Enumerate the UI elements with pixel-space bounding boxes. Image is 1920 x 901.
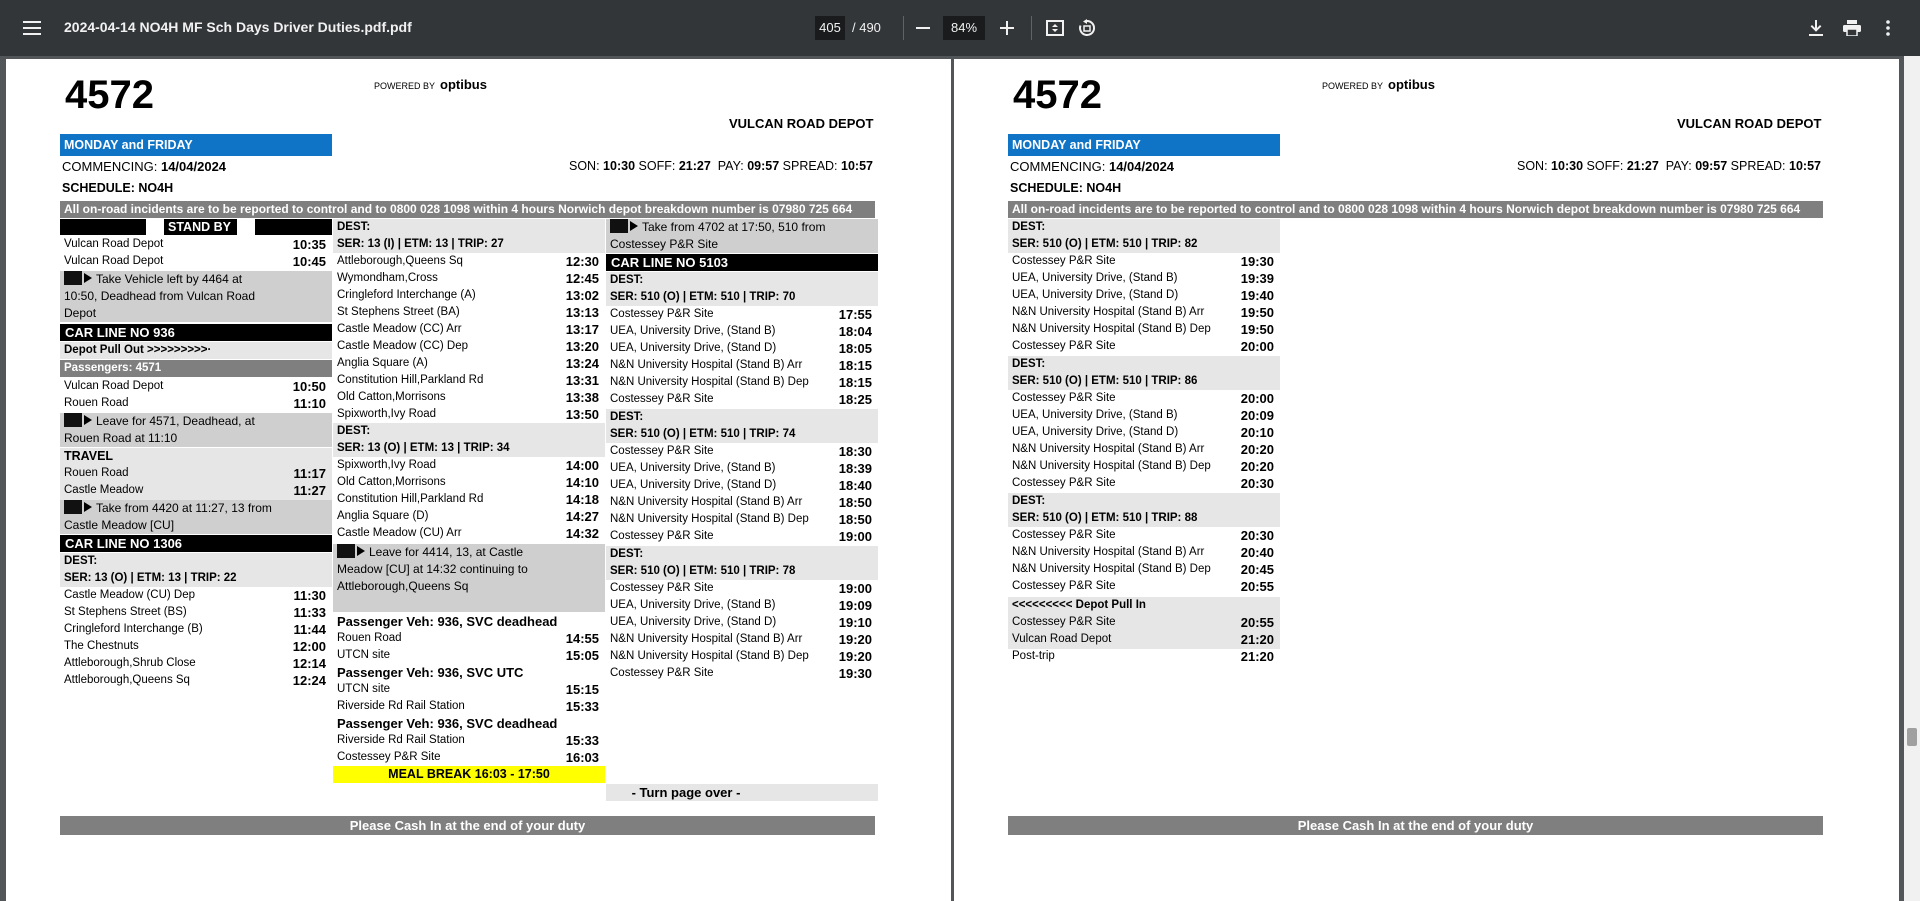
stop-time: 20:45 — [1240, 562, 1274, 577]
stop-time: 19:39 — [1240, 271, 1274, 286]
service-info: SER: 13 (O) | ETM: 13 | TRIP: 34 — [337, 442, 510, 454]
stop-name: Castle Meadow (CC) Dep — [337, 340, 469, 352]
stop-name: The Chestnuts — [64, 640, 139, 652]
stop-name: Costessey P&R Site — [610, 445, 714, 457]
stop-name: Old Catton,Morrisons — [337, 476, 446, 488]
stop-name: Costessey P&R Site — [610, 308, 714, 320]
stop-name: Costessey P&R Site — [610, 530, 714, 542]
powered-by-label: POWERED BY — [1322, 81, 1384, 91]
stop-time: 20:10 — [1240, 425, 1274, 440]
days-bar: MONDAY and FRIDAY — [1008, 134, 1280, 156]
list-item — [1008, 390, 1280, 407]
service-info: SER: 13 (O) | ETM: 13 | TRIP: 22 — [64, 572, 237, 584]
stop-time: 19:10 — [838, 615, 872, 630]
list-item — [333, 372, 605, 389]
list-item — [606, 374, 878, 391]
optibus-logo: optibus — [440, 77, 487, 92]
stop-time: 13:02 — [565, 288, 599, 303]
dest-label: DEST: — [64, 555, 98, 567]
service-info: SER: 510 (O) | ETM: 510 | TRIP: 88 — [1012, 512, 1198, 524]
stop-name: N&N University Hospital (Stand B) Dep — [1012, 460, 1211, 472]
service-info: SER: 510 (O) | ETM: 510 | TRIP: 78 — [610, 565, 796, 577]
stop-time: 19:30 — [838, 666, 872, 681]
stop-name: Costessey P&R Site — [1012, 477, 1116, 489]
stop-name: N&N University Hospital (Stand B) Dep — [610, 650, 809, 662]
stop-name: Wymondham,Cross — [337, 272, 438, 284]
dest-label: DEST: — [610, 274, 644, 286]
list-item: Depot Pull Out >>>>>>>>>· — [60, 342, 332, 359]
passenger-vehicle-label: Passenger Veh: 936, SVC UTC — [337, 665, 524, 680]
list-item — [606, 460, 878, 477]
stop-time: 20:30 — [1240, 528, 1274, 543]
stop-name: Constitution Hill,Parkland Rd — [337, 374, 484, 386]
list-item — [1008, 441, 1280, 458]
scrollbar[interactable] — [1904, 56, 1920, 901]
stop-time: 18:15 — [838, 358, 872, 373]
stop-name: N&N University Hospital (Stand B) Arr — [1012, 546, 1205, 558]
list-item — [606, 614, 878, 631]
list-item — [606, 511, 878, 528]
stop-name: UEA, University Drive, (Stand B) — [1012, 409, 1178, 421]
list-item — [333, 321, 605, 338]
stop-time: 12:00 — [292, 639, 326, 654]
stop-time: 13:17 — [565, 322, 599, 337]
stop-time: 20:00 — [1240, 391, 1274, 406]
list-item — [606, 443, 878, 460]
stop-name: N&N University Hospital (Stand B) Arr — [1012, 306, 1205, 318]
stop-time: 13:31 — [565, 373, 599, 388]
download-icon[interactable] — [1804, 16, 1828, 40]
list-item — [333, 304, 605, 321]
incident-notice: All on-road incidents are to be reported to control and to 0800 028 1098 within 4 hours Norwich depot breakdown number is 07980 725 664 — [1008, 201, 1823, 218]
car-line-5103: CAR LINE NO 5103 — [606, 254, 878, 271]
stop-time: 18:25 — [838, 392, 872, 407]
travel-label: TRAVEL — [64, 449, 114, 463]
stop-name: Costessey P&R Site — [610, 667, 714, 679]
stop-name: Costessey P&R Site — [1012, 340, 1116, 352]
stop-time: 13:38 — [565, 390, 599, 405]
stop-name: Attleborough,Queens Sq — [337, 255, 463, 267]
list-item — [333, 338, 605, 355]
list-item — [606, 323, 878, 340]
stop-time: 18:39 — [838, 461, 872, 476]
list-item — [333, 406, 605, 423]
list-item — [333, 270, 605, 287]
stop-time: 13:50 — [565, 407, 599, 422]
stop-time: 18:04 — [838, 324, 872, 339]
list-item: Rouen Road 11:10 — [64, 396, 326, 411]
list-item — [606, 631, 878, 648]
stop-time: 13:20 — [565, 339, 599, 354]
stop-name: Anglia Square (A) — [337, 357, 428, 369]
stop-name: UEA, University Drive, (Stand D) — [610, 342, 777, 354]
stop-time: 11:44 — [293, 622, 326, 637]
stop-name: Castle Meadow (CU) Dep — [64, 589, 196, 601]
list-item — [60, 655, 332, 672]
stop-time: 12:30 — [565, 254, 599, 269]
stop-name: Costessey P&R Site — [1012, 529, 1116, 541]
stop-time: 19:50 — [1240, 305, 1274, 320]
duty-number: 4572 — [65, 73, 154, 117]
list-item: Riverside Rd Rail Station 15:33 — [337, 699, 599, 714]
service-info: SER: 510 (O) | ETM: 510 | TRIP: 74 — [610, 428, 796, 440]
stop-name: Constitution Hill,Parkland Rd — [337, 493, 484, 505]
list-item — [1008, 458, 1280, 475]
list-item: Vulcan Road Depot 21:20 — [1012, 632, 1274, 647]
list-item — [606, 528, 878, 545]
duty-summary: SON: 10:30 SOFF: 21:27 PAY: 09:57 SPREAD: 10:57 — [569, 159, 874, 173]
list-item: Vulcan Road Depot 10:50 — [64, 379, 326, 394]
stop-time: 18:50 — [838, 512, 872, 527]
stop-name: Old Catton,Morrisons — [337, 391, 446, 403]
list-item: Vulcan Road Depot 10:45 — [64, 254, 326, 269]
minus-icon[interactable] — [911, 16, 935, 40]
stop-name: N&N University Hospital (Stand B) Arr — [610, 496, 803, 508]
document-title: 2024-04-14 NO4H MF Sch Days Driver Duties.pdf.pdf — [64, 19, 412, 35]
car-line-936: CAR LINE NO 936 — [60, 324, 332, 341]
optibus-logo: optibus — [1388, 77, 1435, 92]
stop-name: N&N University Hospital (Stand B) Arr — [1012, 443, 1205, 455]
rotate-icon[interactable] — [1075, 16, 1099, 40]
stop-time: 20:20 — [1240, 442, 1274, 457]
stop-time: 19:20 — [838, 632, 872, 647]
stop-name: Costessey P&R Site — [610, 582, 714, 594]
stop-time: 14:00 — [565, 458, 599, 473]
list-item — [1008, 253, 1280, 270]
passenger-vehicle-label: Passenger Veh: 936, SVC deadhead — [337, 614, 558, 629]
stop-time: 18:40 — [838, 478, 872, 493]
instruction-text: Take from 4420 at 11:27, 13 from Castle Meadow [CU] — [64, 501, 272, 532]
depot-name: VULCAN ROAD DEPOT — [1677, 116, 1822, 131]
stop-name: N&N University Hospital (Stand B) Arr — [610, 633, 803, 645]
list-item — [60, 672, 332, 689]
stop-name: N&N University Hospital (Stand B) Dep — [1012, 563, 1211, 575]
stop-time: 19:50 — [1240, 322, 1274, 337]
list-item — [606, 494, 878, 511]
stop-name: N&N University Hospital (Stand B) Dep — [1012, 323, 1211, 335]
scrollbar-thumb[interactable] — [1907, 728, 1917, 746]
stop-name: N&N University Hospital (Stand B) Dep — [610, 513, 809, 525]
stop-name: UEA, University Drive, (Stand B) — [610, 462, 776, 474]
list-item: Riverside Rd Rail Station 15:33 — [337, 733, 599, 748]
list-item: Rouen Road 11:17 — [64, 466, 326, 481]
list-item — [606, 597, 878, 614]
stop-time: 18:05 — [838, 341, 872, 356]
commencing-line: COMMENCING: 14/04/2024 — [62, 159, 227, 174]
stop-name: UEA, University Drive, (Stand B) — [610, 325, 776, 337]
stop-time: 12:24 — [292, 673, 326, 688]
service-info: SER: 510 (O) | ETM: 510 | TRIP: 70 — [610, 291, 796, 303]
stop-name: Castle Meadow (CU) Arr — [337, 527, 462, 539]
standby-bar — [60, 219, 332, 235]
fit-page-icon[interactable] — [1043, 16, 1067, 40]
list-item — [1008, 475, 1280, 492]
stop-time: 19:09 — [838, 598, 872, 613]
list-item — [606, 357, 878, 374]
list-item — [1008, 527, 1280, 544]
more-vert-icon[interactable] — [1876, 16, 1900, 40]
stop-name: UEA, University Drive, (Stand D) — [1012, 426, 1179, 438]
stop-name: Anglia Square (D) — [337, 510, 429, 522]
toolbar-divider — [1031, 16, 1032, 40]
pdf-toolbar — [0, 0, 1920, 56]
stop-name: Costessey P&R Site — [1012, 392, 1116, 404]
stop-time: 20:55 — [1240, 579, 1274, 594]
list-item — [1008, 561, 1280, 578]
stop-name: N&N University Hospital (Stand B) Arr — [610, 359, 803, 371]
stop-name: St Stephens Street (BS) — [64, 606, 187, 618]
stop-name: UEA, University Drive, (Stand D) — [610, 616, 777, 628]
stop-name: Costessey P&R Site — [610, 393, 714, 405]
stop-time: 19:00 — [838, 581, 872, 596]
stop-time: 14:32 — [565, 526, 599, 541]
stop-name: Spixworth,Ivy Road — [337, 459, 437, 471]
list-item — [1008, 407, 1280, 424]
list-item — [60, 604, 332, 621]
list-item — [1008, 304, 1280, 321]
commencing-line: COMMENCING: 14/04/2024 — [1010, 159, 1175, 174]
cash-in-bar: Please Cash In at the end of your duty — [60, 816, 875, 835]
stop-time: 14:27 — [565, 509, 599, 524]
stop-time: 12:14 — [292, 656, 326, 671]
list-item — [333, 389, 605, 406]
stop-name: Attleborough,Shrub Close — [64, 657, 196, 669]
stop-time: 20:09 — [1240, 408, 1274, 423]
plus-icon[interactable] — [995, 16, 1019, 40]
duty-number: 4572 — [1013, 73, 1102, 117]
dest-label: DEST: — [337, 425, 371, 437]
stop-time: 17:55 — [838, 307, 872, 322]
stop-name: Cringleford Interchange (B) — [64, 623, 203, 635]
list-item: Post-trip 21:20 — [1012, 649, 1274, 664]
list-item — [60, 621, 332, 638]
list-item — [606, 340, 878, 357]
instruction-text: Take Vehicle left by 4464 at 10:50, Deadhead from Vulcan Road Depot — [64, 272, 256, 320]
instruction-text: Leave for 4414, 13, at Castle Meadow [CU] at 14:32 continuing to Attleborough,Queens Sq — [337, 545, 528, 593]
schedule-line: SCHEDULE: NO4H — [62, 181, 174, 195]
page-number-input[interactable]: 405 — [815, 16, 845, 40]
stop-time: 20:40 — [1240, 545, 1274, 560]
list-item — [606, 648, 878, 665]
list-item — [606, 665, 878, 682]
list-item: UTCN site 15:15 — [337, 682, 599, 697]
list-item — [606, 477, 878, 494]
print-icon[interactable] — [1840, 16, 1864, 40]
stop-name: Costessey P&R Site — [1012, 255, 1116, 267]
list-item: Costessey P&R Site 20:55 — [1012, 615, 1274, 630]
list-item — [606, 306, 878, 323]
powered-by-label: POWERED BY — [374, 81, 436, 91]
instruction-text: Take from 4702 at 17:50, 510 from Costessey P&R Site — [610, 220, 826, 251]
list-item — [333, 474, 605, 491]
stop-time: 13:24 — [565, 356, 599, 371]
stop-time: 18:30 — [838, 444, 872, 459]
stop-time: 20:20 — [1240, 459, 1274, 474]
stop-name: UEA, University Drive, (Stand B) — [610, 599, 776, 611]
dest-label: DEST: — [1012, 495, 1046, 507]
list-item — [333, 287, 605, 304]
list-item: Rouen Road 14:55 — [337, 631, 599, 646]
stop-name: Attleborough,Queens Sq — [64, 674, 190, 686]
toolbar-divider — [903, 16, 904, 40]
stop-name: Castle Meadow (CC) Arr — [337, 323, 462, 335]
stop-time: 18:50 — [838, 495, 872, 510]
list-item — [606, 580, 878, 597]
passengers-bar: Passengers: 4571 — [60, 360, 332, 377]
stop-time: 19:00 — [838, 529, 872, 544]
stop-name: UEA, University Drive, (Stand B) — [1012, 272, 1178, 284]
turn-page-note: - Turn page over - — [631, 785, 741, 800]
list-item — [1008, 270, 1280, 287]
meal-break-bar: MEAL BREAK 16:03 - 17:50 — [333, 766, 605, 783]
list-item — [1008, 287, 1280, 304]
list-item — [333, 253, 605, 270]
stop-name: UEA, University Drive, (Stand D) — [1012, 289, 1179, 301]
incident-notice: All on-road incidents are to be reported to control and to 0800 028 1098 within 4 hours Norwich depot breakdown number is 07980 725 664 — [60, 201, 875, 218]
days-bar: MONDAY and FRIDAY — [60, 134, 332, 156]
stop-name: St Stephens Street (BA) — [337, 306, 460, 318]
stop-time: 13:13 — [565, 305, 599, 320]
stop-time: 11:33 — [293, 605, 326, 620]
list-item — [60, 638, 332, 655]
passenger-vehicle-label: Passenger Veh: 936, SVC deadhead — [337, 716, 558, 731]
dest-label: DEST: — [610, 411, 644, 423]
service-info: SER: 510 (O) | ETM: 510 | TRIP: 86 — [1012, 375, 1198, 387]
stop-name: Cringleford Interchange (A) — [337, 289, 476, 301]
stop-time: 18:15 — [838, 375, 872, 390]
stop-name: UEA, University Drive, (Stand D) — [610, 479, 777, 491]
stop-time: 14:10 — [565, 475, 599, 490]
list-item — [60, 587, 332, 604]
cash-in-bar: Please Cash In at the end of your duty — [1008, 816, 1823, 835]
page-total: / 490 — [852, 20, 881, 35]
stop-name: Costessey P&R Site — [1012, 580, 1116, 592]
stop-time: 20:30 — [1240, 476, 1274, 491]
dest-label: DEST: — [610, 548, 644, 560]
list-item: Castle Meadow 11:27 — [64, 483, 326, 498]
stop-time: 11:30 — [293, 588, 326, 603]
stop-time: 19:40 — [1240, 288, 1274, 303]
list-item — [1008, 578, 1280, 595]
dest-label: DEST: — [337, 221, 371, 233]
pdf-page-left — [6, 59, 951, 901]
list-item: Vulcan Road Depot 10:35 — [64, 237, 326, 252]
zoom-input[interactable]: 84% — [943, 16, 985, 40]
schedule-line: SCHEDULE: NO4H — [1010, 181, 1122, 195]
stop-time: 14:18 — [565, 492, 599, 507]
stop-name: Spixworth,Ivy Road — [337, 408, 437, 420]
duty-summary: SON: 10:30 SOFF: 21:27 PAY: 09:57 SPREAD: 10:57 — [1517, 159, 1822, 173]
service-info: SER: 13 (I) | ETM: 13 | TRIP: 27 — [337, 238, 504, 250]
list-item — [1008, 338, 1280, 355]
pdf-viewer[interactable] — [0, 56, 1920, 901]
stop-time: 20:00 — [1240, 339, 1274, 354]
list-item — [606, 391, 878, 408]
stop-time: 19:20 — [838, 649, 872, 664]
stop-name: N&N University Hospital (Stand B) Dep — [610, 376, 809, 388]
menu-icon[interactable] — [20, 16, 44, 40]
service-info: SER: 510 (O) | ETM: 510 | TRIP: 82 — [1012, 238, 1198, 250]
list-item: UTCN site 15:05 — [337, 648, 599, 663]
list-item — [333, 355, 605, 372]
list-item — [333, 457, 605, 474]
stop-time: 19:30 — [1240, 254, 1274, 269]
pull-in-label: <<<<<<<<< Depot Pull In — [1012, 599, 1146, 611]
instruction-text: Leave for 4571, Deadhead, at Rouen Road at 11:10 — [64, 414, 255, 445]
stop-time: 12:45 — [565, 271, 599, 286]
dest-label: DEST: — [1012, 358, 1046, 370]
depot-name: VULCAN ROAD DEPOT — [729, 116, 874, 131]
list-item — [333, 491, 605, 508]
list-item — [333, 525, 605, 542]
list-item — [1008, 424, 1280, 441]
dest-label: DEST: — [1012, 221, 1046, 233]
list-item — [1008, 321, 1280, 338]
car-line-1306: CAR LINE NO 1306 — [60, 535, 332, 552]
list-item — [333, 508, 605, 525]
pdf-page-right — [954, 59, 1899, 901]
list-item: Costessey P&R Site 16:03 — [337, 750, 599, 765]
list-item — [1008, 544, 1280, 561]
standby-label: STAND BY — [168, 220, 231, 234]
